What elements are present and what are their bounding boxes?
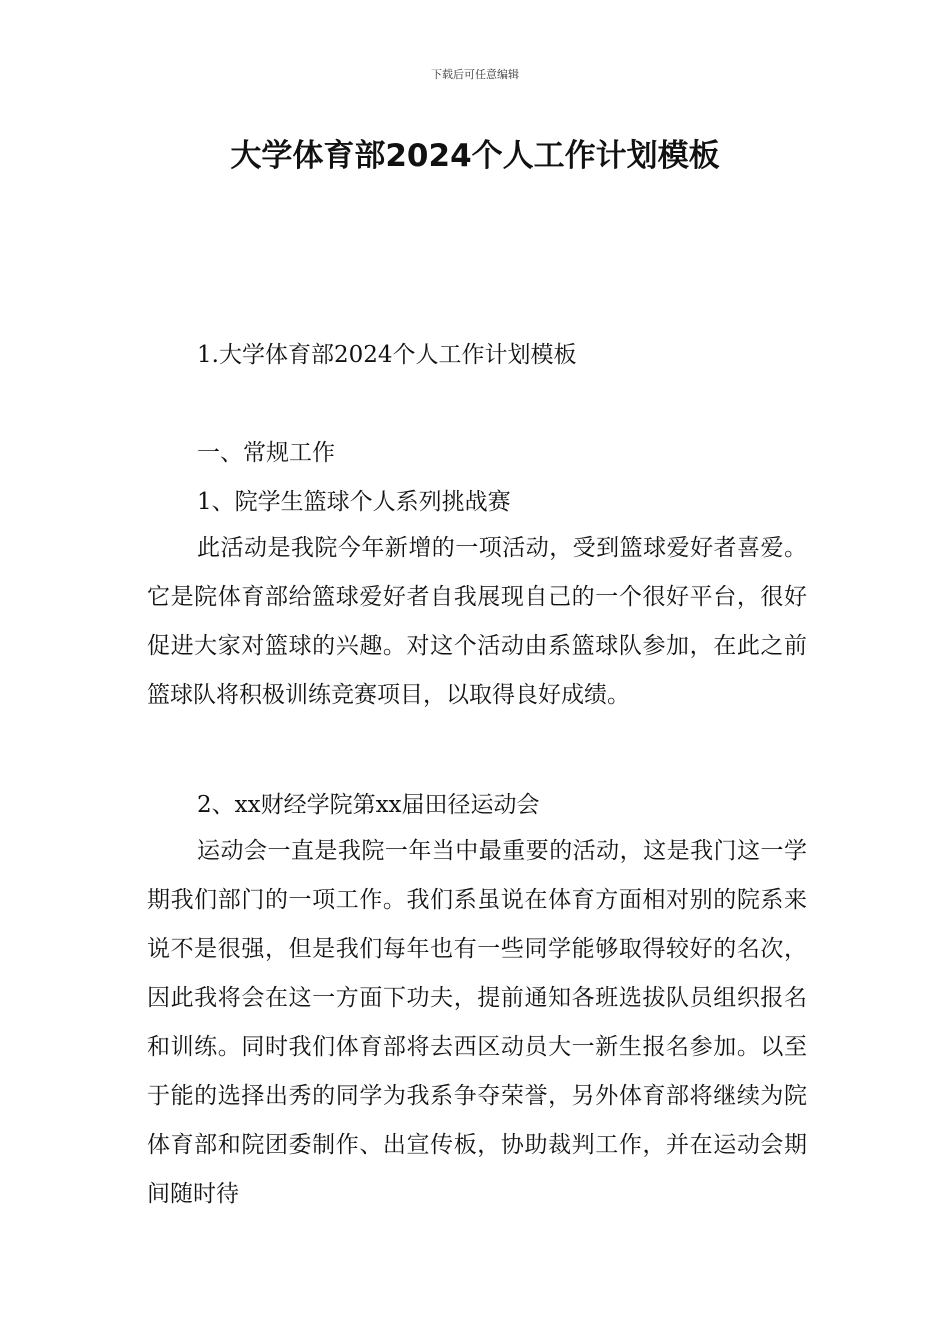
document-title: 大学体育部2024个人工作计划模板 [230, 138, 720, 174]
item-one-paragraph: 此活动是我院今年新增的一项活动，受到篮球爱好者喜爱。它是院体育部给篮球爱好者自我展现自己的一个很好平台，很好促进大家对篮球的兴趣。对这个活动由系篮球队参加，在此之前篮球队将积极训练竞赛项目，以取得良好成绩。 [147, 535, 807, 708]
item-one-heading: 1、院学生篮球个人系列挑战赛 [197, 489, 511, 515]
part-one-heading: 一、常规工作 [197, 440, 335, 466]
item-two-paragraph: 运动会一直是我院一年当中最重要的活动，这是我门这一学期我们部门的一项工作。我们系虽说在体育方面相对别的院系来说不是很强，但是我们每年也有一些同学能够取得较好的名次，因此我将会在这一方面下功夫，提前通知各班选拔队员组织报名和训练。同时我们体育部将去西区动员大一新生报名参加。以至于能的选择出秀的同学为我系争夺荣誉，另外体育部将继续为院体育部和院团委制作、出宣传板，协助裁判工作，并在运动会期间随时待 [147, 838, 807, 1207]
section-subtitle: 1.大学体育部2024个人工作计划模板 [197, 342, 577, 368]
item-two-heading: 2、xx财经学院第xx届田径运动会 [197, 792, 540, 818]
header-note: 下载后可任意编辑 [431, 68, 519, 81]
